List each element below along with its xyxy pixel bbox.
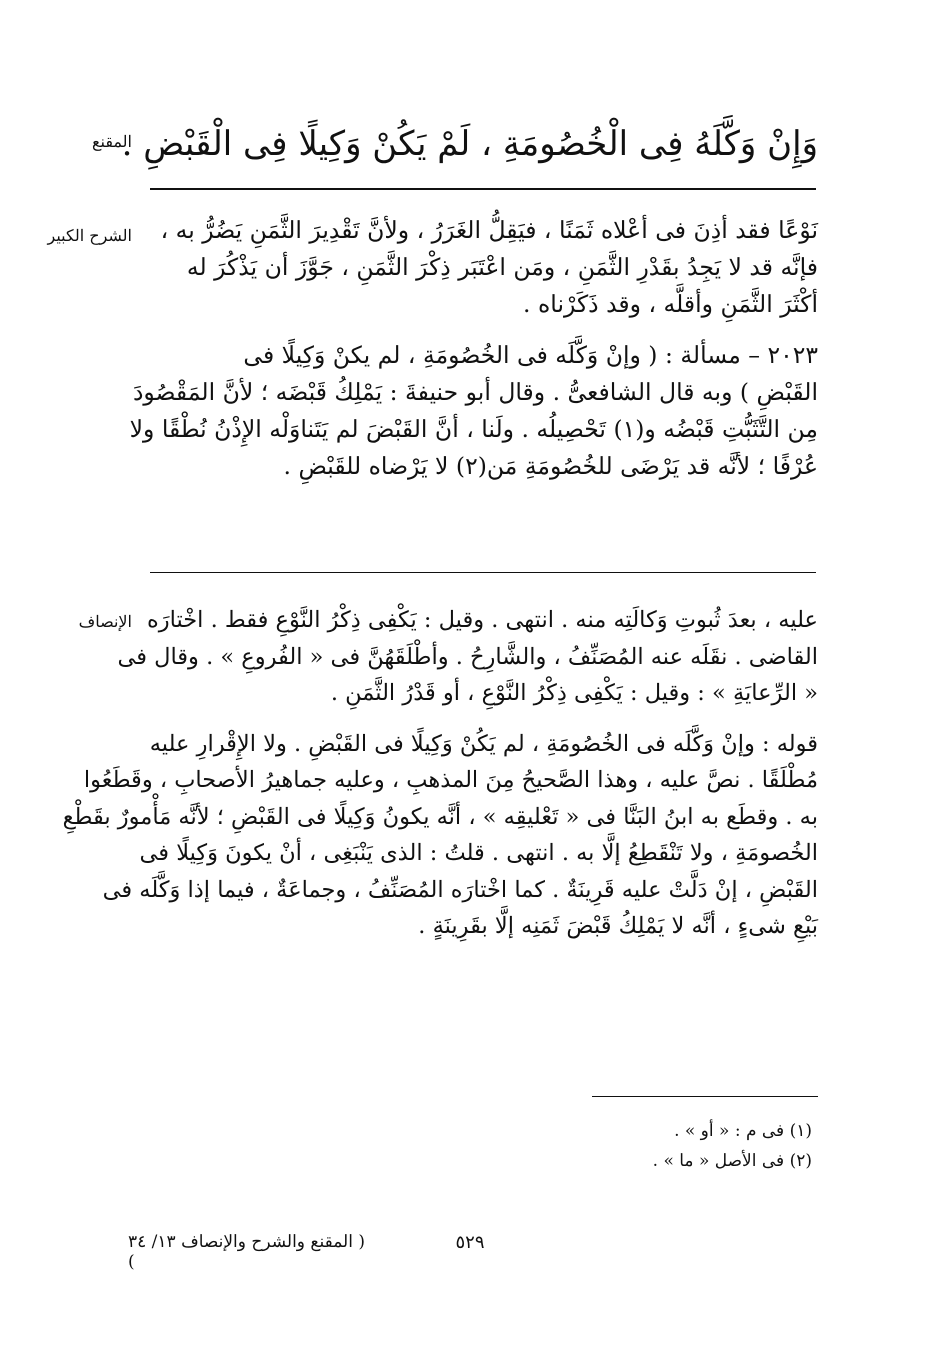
sharh-line: مِن التَّثَبُّتِ قَبْضُه و(١) تَحْصِيلُه . ولَنا ، أنَّ القَبْضَ لم يَتَناوَلْه الإِذْنُ نُطْقًا ولا xyxy=(129,415,818,443)
sharh-line: ٢٠٢٣ – مسألة : ( وإنْ وَكَّلَه فى الخُصُومَةِ ، لم يكنْ وَكِيلًا فى xyxy=(243,341,818,369)
insaf-line: الخُصومَةِ ، ولا تَنْقَطِعُ إلَّا به . انتهى . قلتُ : الذى يَنْبَغِى ، أنْ يكونَ وَكِيلًا فى xyxy=(139,840,818,866)
insaf-line: « الرِّعايَةِ » : وقيل : يَكْفِى ذِكْرُ النَّوْعِ ، أو قَدْرُ الثَّمَنِ . xyxy=(330,680,818,706)
volume-reference: ( المقنع والشرح والإنصاف ١٣/ ٣٤ ) xyxy=(128,1232,365,1272)
matn-text xyxy=(121,118,818,170)
insaf-line: مُطْلَقًا . نصَّ عليه ، وهذا الصَّحيحُ مِنَ المذهبِ ، وعليه جماهيرُ الأصحابِ ، وقَطَعُوا xyxy=(83,767,818,793)
sharh-line: فإنَّه قد لا يَجِدُ بقَدْرِ الثَّمَنِ ، ومَن اعْتَبَر ذِكْرَ الثَّمَنِ ، جَوَّزَ أن يَذْكُرَ له xyxy=(186,253,818,281)
divider-sharh xyxy=(150,572,816,573)
matn-line: وَإِنْ وَكَّلَهُ فِى الْخُصُومَةِ ، لَمْ يَكُنْ وَكِيلًا فِى الْقَبْضِ . xyxy=(121,124,818,164)
section-label-sharh: الشرح الكبير xyxy=(47,226,132,245)
sharh-line: القَبْضِ ) وبه قال الشافعىُّ . وقال أبو حنيفةَ : يَمْلِكُ قَبْضَه ؛ لأنَّ المَقْصُودَ xyxy=(132,378,818,406)
footnote-2: (٢) فى الأصل « ما » . xyxy=(652,1151,812,1171)
footnote-divider xyxy=(592,1096,818,1097)
sharh-line: أكْثَرَ الثَّمَنِ وأقلَّه ، وقد ذَكَرْناه . xyxy=(523,290,818,318)
sharh-text xyxy=(129,212,818,485)
insaf-line: بَيْعِ شىءٍ ، أنَّه لا يَمْلِكُ قَبْضَ ثَمَنِه إلَّا بقَرِينَةٍ . xyxy=(418,913,818,939)
footnote-1: (١) فى م : « أو » . xyxy=(674,1121,812,1141)
divider-matn xyxy=(150,188,816,190)
section-label-insaf: الإنصاف xyxy=(78,612,132,631)
sharh-line: نَوْعًا فقد أذِنَ فى أعْلاه ثَمَنًا ، فيَقِلُّ الغَرَرُ ، ولأنَّ تَقْدِيرَ الثَّمَنِ يَضُرُّ به ، xyxy=(160,216,818,244)
insaf-line: عليه ، بعدَ ثُبوتِ وَكالَتِه منه . انتهى . وقيل : يَكْفِى ذِكْرُ النَّوْعِ فقط . اخْتارَه xyxy=(146,607,818,633)
insaf-line: القَبْضِ ، إنْ دَلَّتْ عليه قَرِينَةٌ . كما اخْتارَه المُصَنِّفُ ، وجماعَةٌ ، فيما إذا وَكَّلَه فى xyxy=(102,876,818,903)
insaf-line: قوله : وإنْ وَكَّلَه فى الخُصُومَةِ ، لم يَكُنْ وَكِيلًا فى القَبْضِ . ولا الإِقْرارِ عليه xyxy=(149,730,818,757)
insaf-line: القاضى . نقَلَه عنه المُصَنِّفُ ، والشَّارِحُ . وأطْلَقَهُنَّ فى « الفُروعِ » . وقال فى xyxy=(117,643,818,670)
page-number: ٥٢٩ xyxy=(455,1232,485,1253)
insaf-line: به . وقطَع به ابنُ البَنَّا فى « تَعْليقِه » ، أنَّه يكونُ وَكِيلًا فى القَبْضِ ؛ لأنَّه مَأْمورٌ بقَطْعِ xyxy=(62,803,818,830)
section-label-muqni: المقنع xyxy=(91,132,132,151)
footnotes xyxy=(300,1116,812,1176)
sharh-line: عُرْفًا ؛ لأنَّه قد يَرْضَى للخُصُومَةِ مَن(٢) لا يَرْضاه للقَبْضِ . xyxy=(283,452,818,480)
